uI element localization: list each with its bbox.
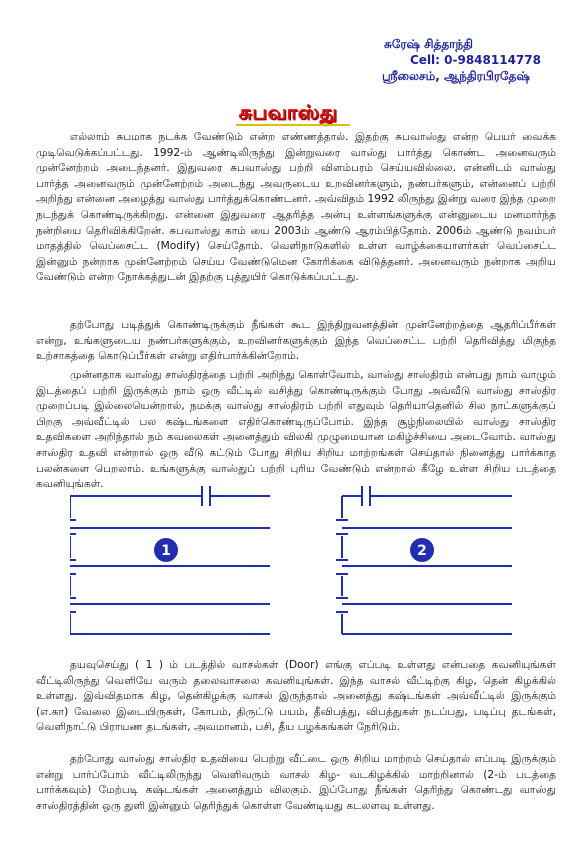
author-name: சுரேஷ் சித்தாந்தி — [384, 37, 473, 51]
paragraph-2 — [36, 318, 556, 365]
diagram-1 — [70, 486, 270, 634]
paragraph-3 — [36, 368, 556, 493]
paragraph-3-text: முன்னதாக வாஸ்து சாஸ்திரத்தை பற்றி அறிந்து கொள்வோம், வாஸ்து சாஸ்திரம் என்பது நாம் வாழும் இடத்தைப் பற்றி இருக்கும் நாம் ஒரு வீட்டில் வசித்து கொண்டிருக்கும் போது அவ்வீடு வாஸ்து சாஸ்திர முறைப்படி இல்லையென்றால், நமக்கு வாஸ்து சாஸ்திரம் பற்றி எதுவும் தெரியாதெனில் சில நாட்களுக்குப் பிறகு அவ்வீட்டில் பல கஷ்டங்களை எதிர்கொண்டிருப்போம். இந்த சூழ்நிலையில் வாஸ்து சாஸ்திர உதவிகளை அறிந்தால் நம் கவலைகள் அனைத்தும் விலகி முழுமையான மகிழ்ச்சியை அடைவோம். வாஸ்து சாஸ்திர உதவி என்றால் ஒரு வீடு கட்டும் போது சிறிய சிறிய மாற்றங்கள் செய்தால் நினைத்து பார்க்காத பலன்களை பெறலாம். உங்களுக்கு வாஸ்துப் பற்றி புரிய வேண்டும் என்றால் கீழே உள்ள சிறிய படத்தை கவனியுங்கள். — [36, 369, 556, 491]
door-diagrams — [70, 478, 530, 648]
author-block — [372, 36, 572, 84]
diagram-2-label: 2 — [417, 543, 427, 559]
author-phone: Cell: 0-9848114778 — [410, 53, 541, 67]
paragraph-1 — [36, 130, 556, 286]
paragraph-5 — [36, 752, 556, 814]
door-diagrams-svg — [70, 478, 530, 648]
title-underline — [236, 124, 350, 126]
paragraph-4 — [36, 658, 556, 736]
title-wrap — [0, 100, 576, 127]
page-title: சுபவாஸ்து — [238, 100, 338, 124]
paragraph-4-text: தயவுசெய்து ( 1 ) ம் படத்தில் வாசல்கள் (Door) எங்கு எப்படி உள்ளது என்பதை கவனியுங்கள் வீட்டிலிருந்து வெளியே வரும் தலைவாசலை கவனியுங்கள். இந்த வாசல் வீட்டிற்கு கிழ, தென் கிழக்கில் உள்ளது. இவ்விதமாக கிழ, தென்கிழக்கு வாசல் இருந்தால் அனைத்து கஷ்டங்கள் அவ்வீட்டில் இருக்கும் (எ.கா) வேலை இடையிருகள், கோபம், திருட்டு பயம், தீவிபத்து, விபத்துகள் நடப்பது, படிப்பு தடங்கள், வெளிநாட்டு பிராயண தடங்கள், அவமானம், பசி, தீய பழக்கங்கள் நேரிடும். — [36, 659, 556, 734]
paragraph-1-text: எல்லாம் சுபமாக நடக்க வேண்டும் என்ற எண்ணத்தால். இதற்கு சுபவாஸ்து என்ற பெயர் வைக்க முடிவெடுக்கப்பட்டது. 1992-ம் ஆண்டிலிருந்து இன்றுவரை வாஸ்து பார்த்து கொண்ட அனைவரும் முன்னேற்றம் அடைந்தனர். இதுவரை சுபவாஸ்து பற்றி விளம்பரம் செய்யவில்லை. என்னிடம் வாஸ்து பார்த்த அனைவரும் முன்னேற்றம் அடைந்து அவருடைய உறவினர்களும், நண்பர்களும், என்னைப் பற்றி அறிந்து என்னை அழைத்து வாஸ்து பார்த்துக்கொண்டனர். அவ்விதம் 1992 லிருந்து இன்று வரை இந்த முறை நடந்துக் கொண்டிருக்கிறது. என்னை இதுவரை ஆதரித்த அன்பு உள்ளங்களுக்கு என்னுடைய மனமார்ந்த நன்றியை தெரிவிக்கிறேன். சுபவாஸ்து காம் யை 2003ம் ஆண்டு ஆரம்பித்தோம். 2006ம் ஆண்டு நவம்பர் மாதத்தில் வெப்சைட்ட (Modify) செய்தோம். வெளிநாடுகளில் உள்ள வாழ்க்கையாளர்கள் வெப்சைட்ட இன்னும் நன்றாக முன்னேற்றம் செய்ய வேண்டுமென கோரிக்கை விடுத்தனர். அனைவரும் நன்றாக அறிய வேண்டும் என்ற நோக்கத்துடன் இதற்கு புத்துயிர் கொடுக்கப்பட்டது. — [36, 131, 556, 284]
paragraph-5-text: தற்போது வாஸ்து சாஸ்திர உதவியை பெற்று வீட்டை ஒரு சிறிய மாற்றம் செய்தால் எப்படி இருக்கும் என்று பார்ப்போம் வீட்டிலிருந்து வெளிவரும் வாசல் கிழ- வடகிழக்கில் மாற்றினால் (2-ம் படத்தை பார்க்கவும்) மேற்படி கஷ்டங்கள் அனைத்தும் விலகும். இப்போது நீங்கள் தெரிந்து கொண்டது வாஸ்து சாஸ்திரத்தின் ஒரு துளி இன்னும் தெரிந்துக் கொள்ள வேண்டியது கடலளவு உள்ளது. — [36, 753, 556, 812]
paragraph-2-text: தற்போது படித்துக் கொண்டிருக்கும் நீங்கள் கூட இந்திறுவனத்தின் முன்னேற்றத்தை ஆதரிப்பீர்கள் என்று, உங்களுடைய நண்பர்களுக்கும், உறவினர்களுக்கும் இந்த வெப்சைட்ட பற்றி தெரிவித்து மிகுந்த உற்சாகத்தை கொடுப்பீர்கள் என்று எதிர்பார்க்கின்றோம். — [36, 319, 556, 363]
diagram-1-label: 1 — [161, 543, 171, 559]
diagram-2 — [336, 486, 512, 634]
author-location: ஸ்ரீலைசம், ஆந்திரபிரதேஷ் — [382, 69, 530, 83]
